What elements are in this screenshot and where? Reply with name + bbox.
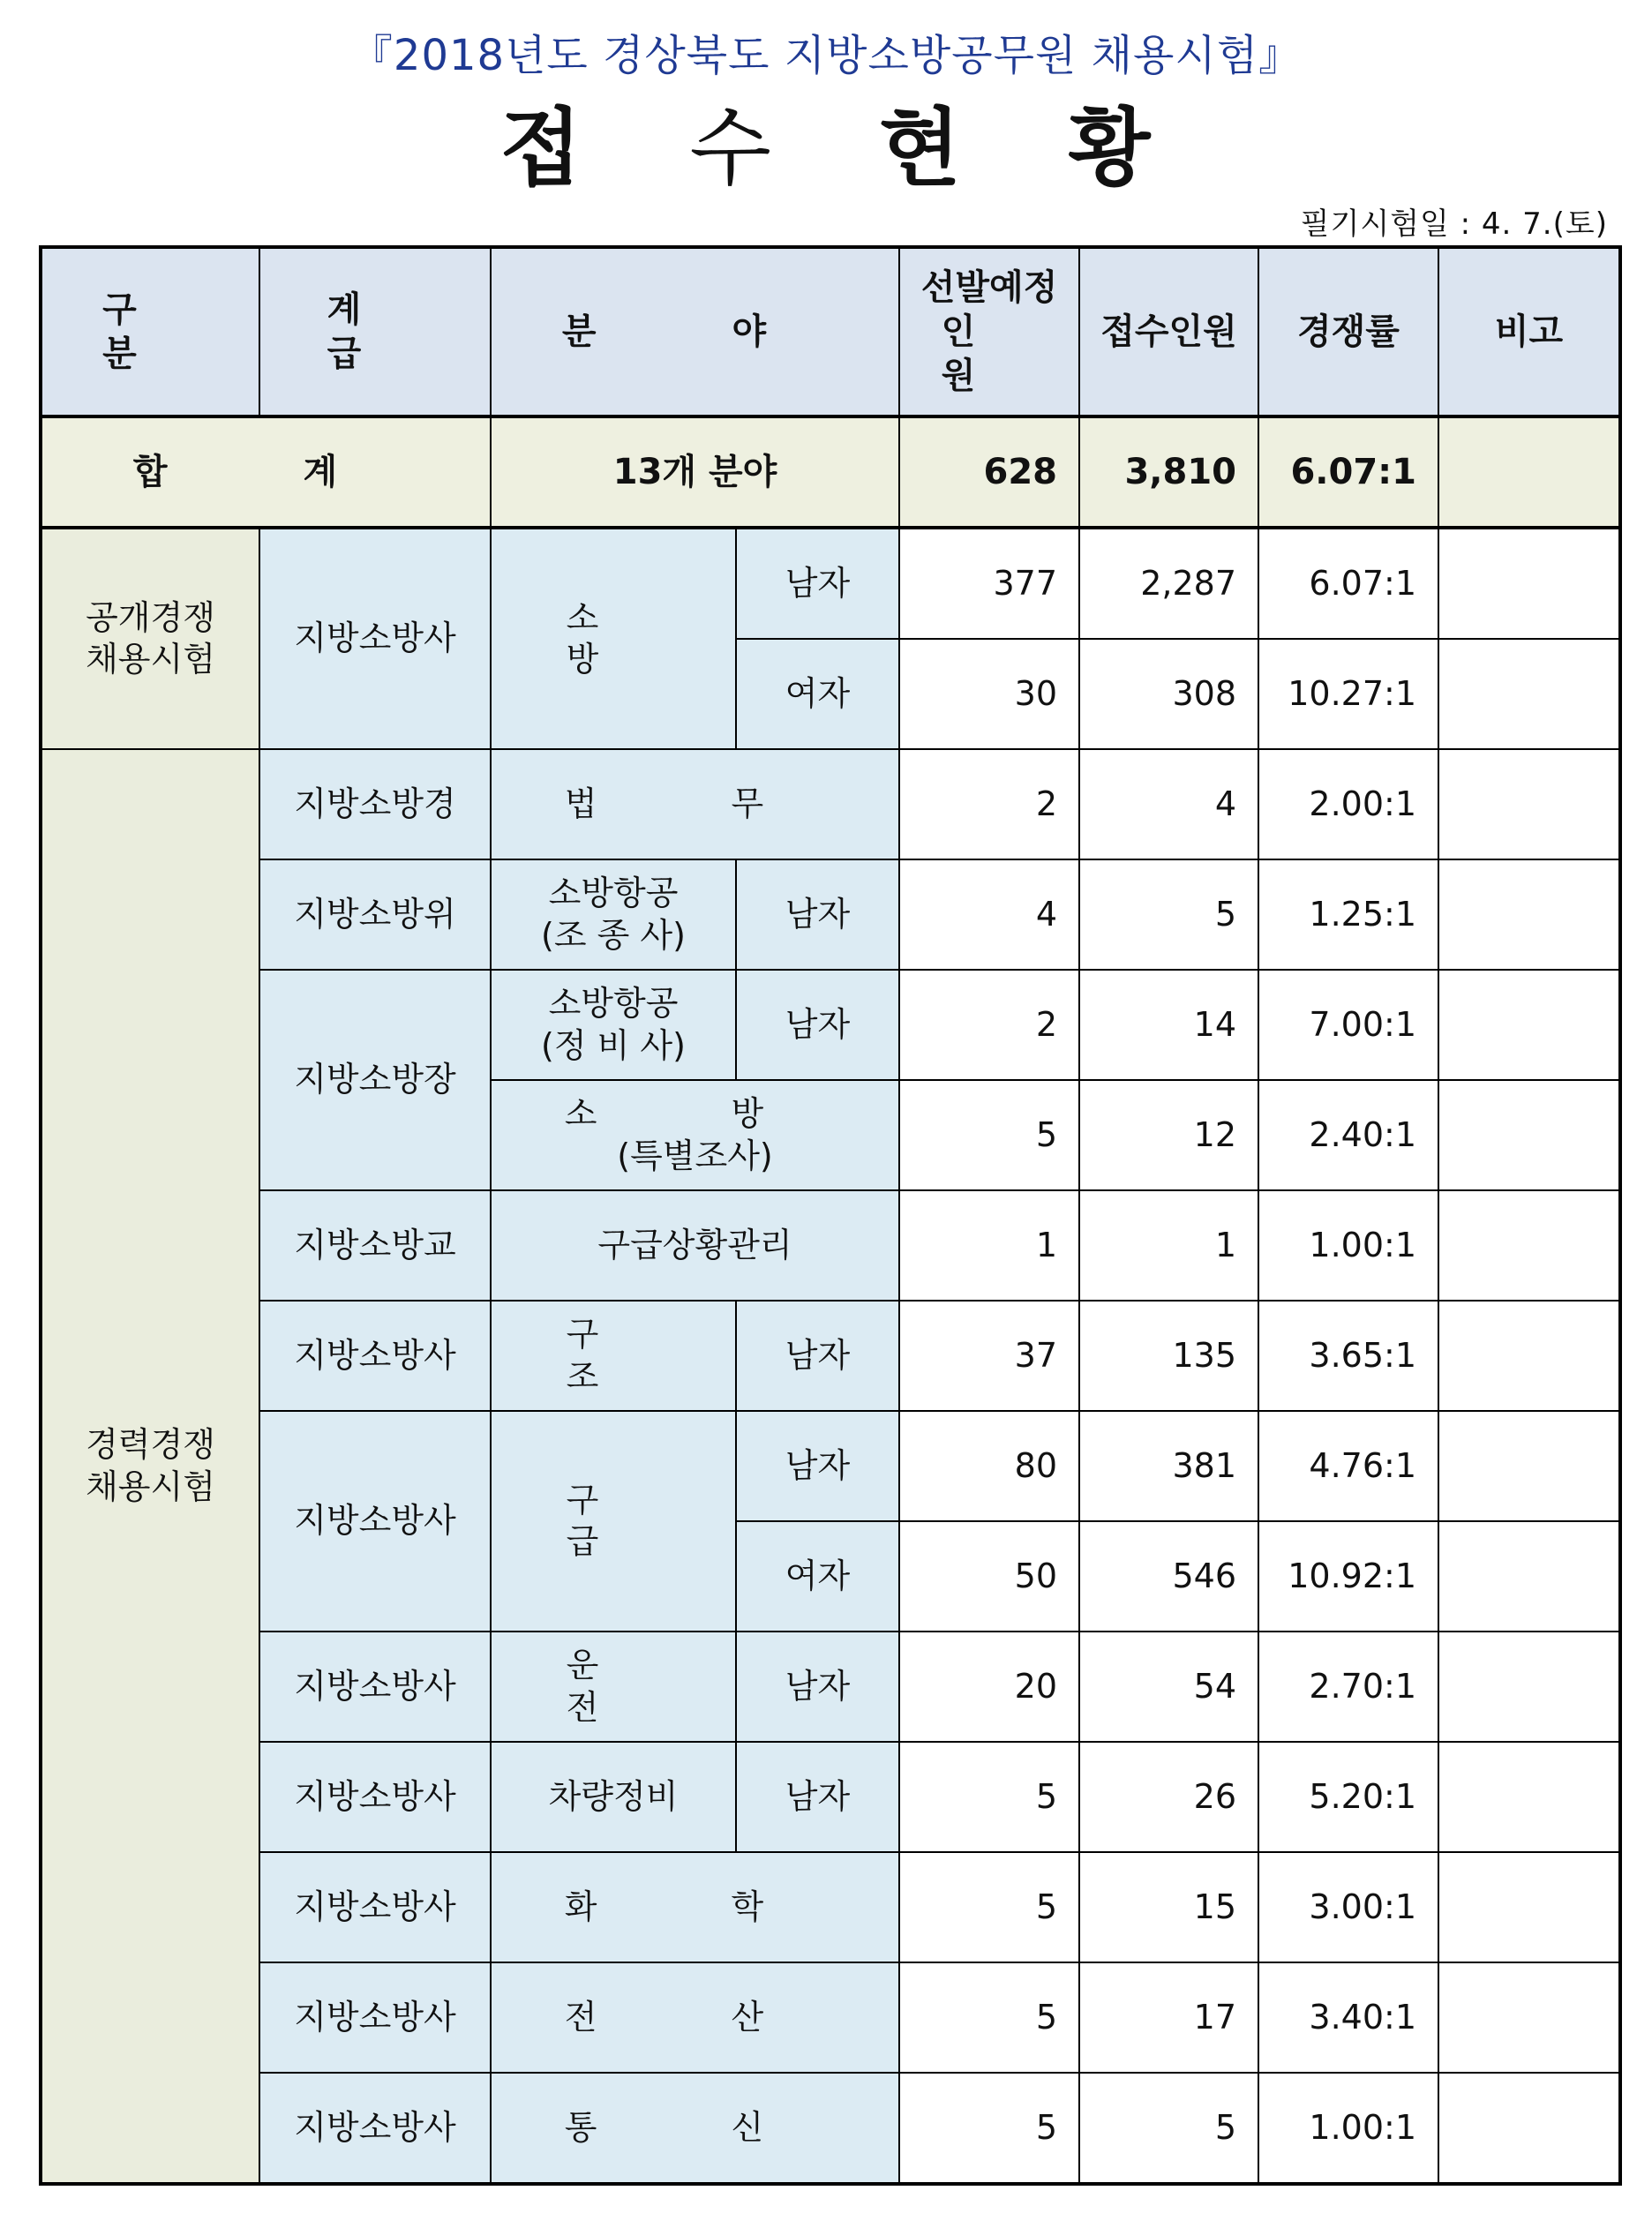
planned-cell: 80: [899, 1411, 1079, 1521]
planned-cell: 5: [899, 2073, 1079, 2184]
header-planned: [899, 247, 1079, 416]
header-planned-line2: 인 원: [941, 311, 1038, 396]
remarks-cell: [1438, 1742, 1620, 1852]
remarks-cell: [1438, 749, 1620, 859]
field-cell: 법 무: [491, 749, 899, 859]
sex-cell: 여자: [736, 639, 899, 749]
table-row: [41, 1190, 1620, 1301]
applicants-cell: 17: [1079, 1962, 1258, 2073]
ratio-cell: 1.00:1: [1258, 1190, 1438, 1301]
grade-cell: 지방소방사: [259, 1411, 491, 1632]
remarks-cell: [1438, 1301, 1620, 1411]
applicants-cell: 54: [1079, 1632, 1258, 1742]
field-cell: 전 산: [491, 1962, 899, 2073]
applicants-cell: 26: [1079, 1742, 1258, 1852]
applicants-cell: 5: [1079, 859, 1258, 970]
header-ratio: 경쟁률: [1258, 247, 1438, 416]
ratio-cell: 6.07:1: [1258, 528, 1438, 639]
applicants-cell: 308: [1079, 639, 1258, 749]
grade-cell: 지방소방장: [259, 970, 491, 1190]
planned-cell: 30: [899, 639, 1079, 749]
sex-cell: 여자: [736, 1521, 899, 1632]
table-row: [41, 859, 1620, 970]
grade-cell: 지방소방사: [259, 1852, 491, 1962]
remarks-cell: [1438, 1852, 1620, 1962]
grade-cell: 지방소방교: [259, 1190, 491, 1301]
category-career-line1: 경력경쟁: [86, 1425, 215, 1464]
remarks-cell: [1438, 1521, 1620, 1632]
field-cell: 구급상황관리: [491, 1190, 899, 1301]
document-title: [0, 81, 1652, 202]
applicants-cell: 15: [1079, 1852, 1258, 1962]
remarks-cell: [1438, 1962, 1620, 2073]
remarks-cell: [1438, 859, 1620, 970]
applicants-cell: 12: [1079, 1080, 1258, 1190]
remarks-cell: [1438, 2073, 1620, 2184]
planned-cell: 5: [899, 1080, 1079, 1190]
header-grade: 계 급: [259, 247, 491, 416]
field-line1: 소방항공: [548, 984, 679, 1023]
ratio-cell: 4.76:1: [1258, 1411, 1438, 1521]
grade-cell: 지방소방사: [259, 2073, 491, 2184]
category-open: [41, 528, 259, 749]
applicants-cell: 1: [1079, 1190, 1258, 1301]
field-line2: (조 종 사): [541, 915, 686, 955]
field-cell: [491, 1080, 899, 1190]
ratio-cell: 10.27:1: [1258, 639, 1438, 749]
ratio-cell: 3.40:1: [1258, 1962, 1438, 2073]
category-career: [41, 749, 259, 2184]
grade-cell: 지방소방사: [259, 1632, 491, 1742]
planned-cell: 2: [899, 970, 1079, 1080]
planned-cell: 37: [899, 1301, 1079, 1411]
sex-cell: 남자: [736, 859, 899, 970]
field-cell: 구 조: [491, 1301, 736, 1411]
category-open-line1: 공개경쟁: [86, 597, 215, 637]
ratio-cell: 7.00:1: [1258, 970, 1438, 1080]
header-field: 분 야: [491, 247, 899, 416]
header-applicants: 접수인원: [1079, 247, 1258, 416]
planned-cell: 5: [899, 1962, 1079, 2073]
applicants-cell: 381: [1079, 1411, 1258, 1521]
applicants-cell: 546: [1079, 1521, 1258, 1632]
ratio-cell: 5.20:1: [1258, 1742, 1438, 1852]
total-ratio: 6.07:1: [1258, 416, 1438, 528]
planned-cell: 5: [899, 1742, 1079, 1852]
grade-cell: 지방소방사: [259, 1301, 491, 1411]
table-row: [41, 1411, 1620, 1521]
table-row: [41, 749, 1620, 859]
planned-cell: 50: [899, 1521, 1079, 1632]
header-planned-line1: 선발예정: [920, 267, 1058, 308]
header-remarks: 비고: [1438, 247, 1620, 416]
field-cell: 소 방: [491, 528, 736, 749]
applicants-cell: 135: [1079, 1301, 1258, 1411]
grade-cell: 지방소방사: [259, 528, 491, 749]
sex-cell: 남자: [736, 970, 899, 1080]
field-cell: [491, 859, 736, 970]
planned-cell: 1: [899, 1190, 1079, 1301]
field-cell: 운 전: [491, 1632, 736, 1742]
table-row: [41, 528, 1620, 639]
total-remarks: [1438, 416, 1620, 528]
document-subtitle: 『2018년도 경상북도 지방소방공무원 채용시험』: [349, 31, 1303, 80]
table-row: [41, 1301, 1620, 1411]
ratio-cell: 10.92:1: [1258, 1521, 1438, 1632]
title-char-4: 황: [1068, 99, 1153, 198]
total-row: [41, 416, 1620, 528]
total-applicants: 3,810: [1079, 416, 1258, 528]
remarks-cell: [1438, 528, 1620, 639]
planned-cell: 5: [899, 1852, 1079, 1962]
grade-cell: 지방소방사: [259, 1742, 491, 1852]
title-char-1: 접: [499, 99, 584, 198]
header-category: 구 분: [41, 247, 259, 416]
applicants-cell: 14: [1079, 970, 1258, 1080]
ratio-cell: 3.65:1: [1258, 1301, 1438, 1411]
field-cell: 구 급: [491, 1411, 736, 1632]
remarks-cell: [1438, 1080, 1620, 1190]
grade-cell: 지방소방사: [259, 1962, 491, 2073]
sex-cell: 남자: [736, 1742, 899, 1852]
table-row: [41, 2073, 1620, 2184]
field-cell: 화 학: [491, 1852, 899, 1962]
ratio-cell: 1.25:1: [1258, 859, 1438, 970]
table-header-row: [41, 247, 1620, 416]
title-char-3: 현: [879, 99, 963, 198]
remarks-cell: [1438, 639, 1620, 749]
sex-cell: 남자: [736, 1301, 899, 1411]
table-row: [41, 1962, 1620, 2073]
field-cell: 통 신: [491, 2073, 899, 2184]
ratio-cell: 2.40:1: [1258, 1080, 1438, 1190]
planned-cell: 4: [899, 859, 1079, 970]
remarks-cell: [1438, 1190, 1620, 1301]
exam-date: 필기시험일 : 4. 7.(토): [1300, 206, 1608, 242]
planned-cell: 377: [899, 528, 1079, 639]
applicants-cell: 5: [1079, 2073, 1258, 2184]
table-row: [41, 1852, 1620, 1962]
application-status-table: [39, 245, 1622, 2186]
remarks-cell: [1438, 1632, 1620, 1742]
field-cell: [491, 970, 736, 1080]
category-open-line2: 채용시험: [86, 640, 215, 679]
table-row: [41, 1632, 1620, 1742]
field-line2: (특별조사): [617, 1136, 773, 1175]
table-row: [41, 970, 1620, 1080]
field-line1: 소방항공: [548, 874, 679, 912]
ratio-cell: 2.00:1: [1258, 749, 1438, 859]
title-char-2: 수: [689, 99, 773, 198]
applicants-cell: 4: [1079, 749, 1258, 859]
total-planned: 628: [899, 416, 1079, 528]
total-fields: 13개 분야: [491, 416, 899, 528]
total-label: 합 계: [41, 416, 491, 528]
ratio-cell: 3.00:1: [1258, 1852, 1438, 1962]
sex-cell: 남자: [736, 528, 899, 639]
remarks-cell: [1438, 970, 1620, 1080]
sex-cell: 남자: [736, 1632, 899, 1742]
planned-cell: 2: [899, 749, 1079, 859]
grade-cell: 지방소방위: [259, 859, 491, 970]
table-row: [41, 1742, 1620, 1852]
field-cell: 차량정비: [491, 1742, 736, 1852]
ratio-cell: 1.00:1: [1258, 2073, 1438, 2184]
applicants-cell: 2,287: [1079, 528, 1258, 639]
sex-cell: 남자: [736, 1411, 899, 1521]
field-line2: (정 비 사): [541, 1025, 686, 1065]
remarks-cell: [1438, 1411, 1620, 1521]
grade-cell: 지방소방경: [259, 749, 491, 859]
ratio-cell: 2.70:1: [1258, 1632, 1438, 1742]
field-line1: 소 방: [564, 1094, 826, 1133]
planned-cell: 20: [899, 1632, 1079, 1742]
category-career-line2: 채용시험: [86, 1467, 215, 1506]
